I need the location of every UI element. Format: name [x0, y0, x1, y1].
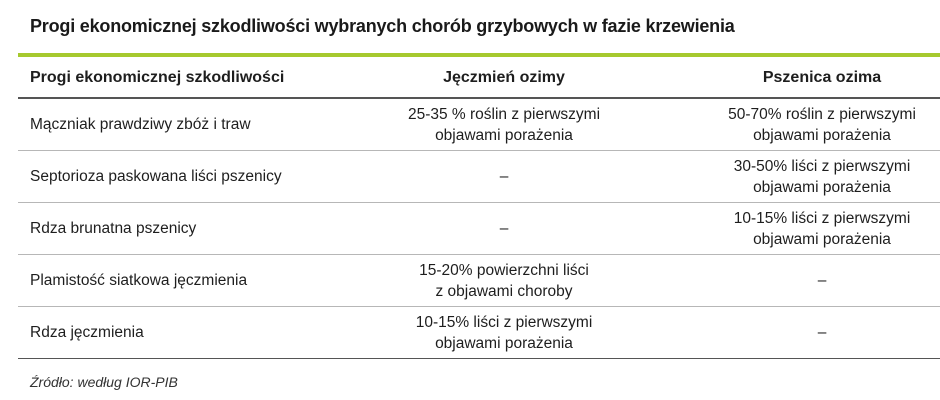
disease-name-cell: Rdza jęczmienia — [30, 324, 144, 341]
winter-wheat-cell: 10-15% liści z pierwszymi objawami porażenia — [733, 209, 911, 248]
table-row — [18, 203, 940, 255]
table-row — [18, 151, 940, 203]
winter-barley-cell: – — [499, 168, 509, 185]
winter-barley-cell: – — [499, 220, 509, 237]
winter-wheat-cell: – — [817, 272, 827, 289]
column-header-winter-wheat: Pszenica ozima — [762, 68, 882, 86]
winter-barley-cell: 25-35 % roślin z pierwszymi objawami porażenia — [407, 105, 601, 144]
disease-name-cell: Septorioza paskowana liści pszenicy — [30, 168, 282, 185]
winter-barley-cell: 15-20% powierzchni liści z objawami choroby — [419, 261, 589, 300]
disease-threshold-table — [18, 57, 940, 359]
source-note: Źródło: według IOR-PIB — [30, 374, 178, 390]
winter-wheat-cell: 30-50% liści z pierwszymi objawami porażenia — [733, 157, 911, 196]
disease-name-cell: Rdza brunatna pszenicy — [30, 220, 197, 237]
table-row — [18, 255, 940, 307]
winter-wheat-cell: 50-70% roślin z pierwszymi objawami porażenia — [728, 105, 916, 144]
column-header-thresholds: Progi ekonomicznej szkodliwości — [30, 68, 285, 86]
table-header-row — [18, 57, 940, 99]
disease-name-cell: Mączniak prawdziwy zbóż i traw — [30, 116, 251, 133]
disease-name-cell: Plamistość siatkowa jęczmienia — [30, 272, 248, 289]
column-header-winter-barley: Jęczmień ozimy — [443, 68, 565, 86]
winter-wheat-cell: – — [817, 324, 827, 341]
table-row — [18, 307, 940, 359]
table-row — [18, 99, 940, 151]
winter-barley-cell: 10-15% liści z pierwszymi objawami porażenia — [415, 313, 593, 352]
page-title: Progi ekonomicznej szkodliwości wybranych chorób grzybowych w fazie krzewienia — [30, 16, 735, 36]
